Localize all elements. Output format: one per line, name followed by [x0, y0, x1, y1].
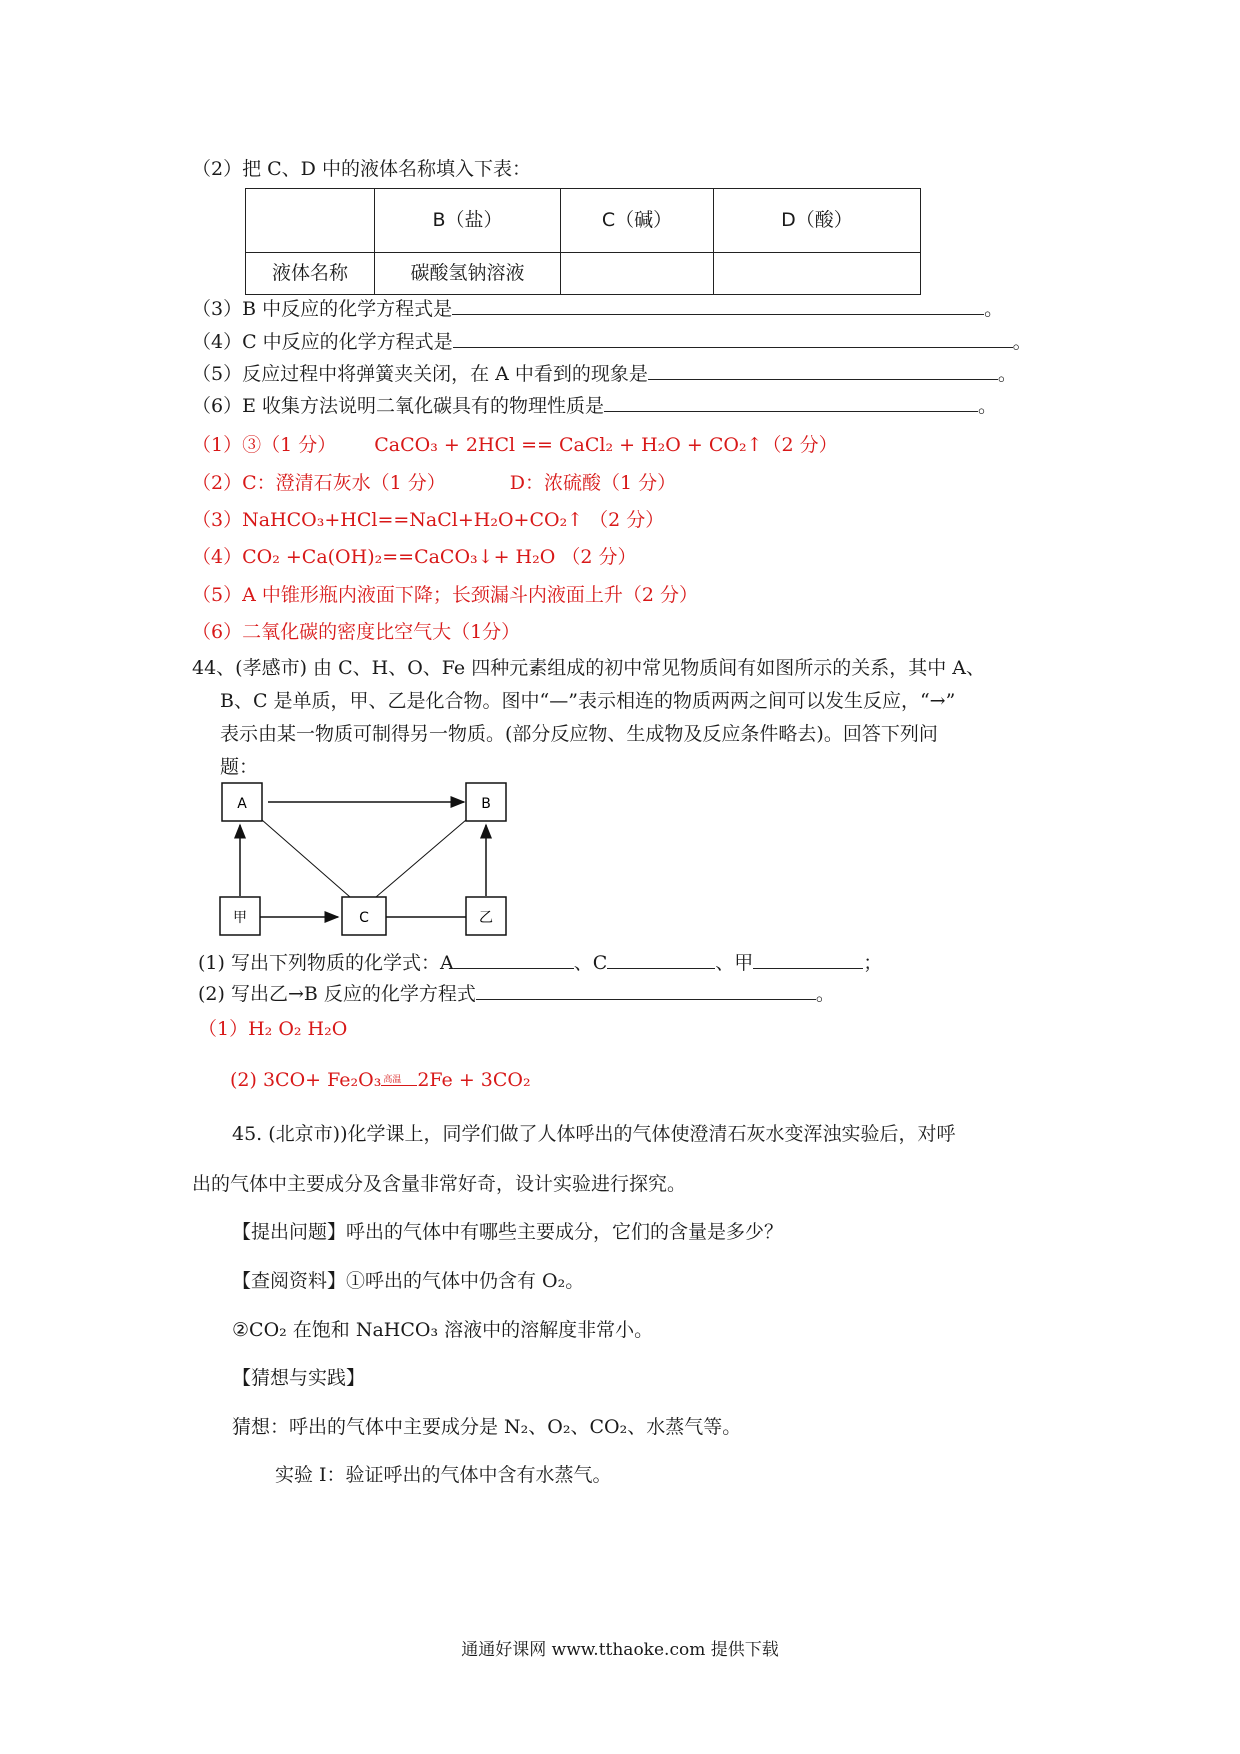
q44-stem-line2: B、C 是单质，甲、乙是化合物。图中“—”表示相连的物质两两之间可以发生反应，“→” — [220, 690, 956, 712]
q43-answer-5: （5）A 中锥形瓶内液面下降；长颈漏斗内液面上升（2 分） — [192, 584, 698, 606]
node-label-yi: 乙 — [479, 910, 493, 926]
node-label-b: B — [481, 796, 491, 812]
q43-answer-6: （6）二氧化碳的密度比空气大（1分） — [192, 621, 521, 643]
table-row-label: 液体名称 — [246, 253, 375, 295]
q44-stem-line3: 表示由某一物质可制得另一物质。(部分反应物、生成物及反应条件略去)。回答下列问 — [220, 723, 938, 745]
table-header-empty — [246, 189, 375, 253]
q44-stem-line4: 题： — [220, 756, 259, 778]
reaction-condition: 高温 — [381, 1085, 417, 1086]
node-label-jia: 甲 — [233, 910, 247, 926]
q43-answer-3: （3）NaHCO₃+HCl==NaCl+H₂O+CO₂↑ （2 分） — [192, 509, 665, 531]
q45-stem-line2: 出的气体中主要成分及含量非常好奇，设计实验进行探究。 — [192, 1173, 687, 1195]
answer-blank[interactable] — [452, 313, 984, 315]
q44-answer-2: (2) 3CO+ Fe₂O₃ 高温 2Fe + 3CO₂ — [230, 1069, 531, 1091]
q43-part4: （4）C 中反应的化学方程式是 。 — [192, 331, 1032, 353]
q44-subquestion-2: (2) 写出乙→B 反应的化学方程式 。 — [198, 983, 835, 1005]
line-b-c — [376, 820, 466, 897]
q45-guess-heading: 【猜想与实践】 — [232, 1367, 366, 1389]
answer-blank[interactable] — [648, 378, 998, 380]
q44-stem-line1: 44、(孝感市) 由 C、H、O、Fe 四种元素组成的初中常见物质间有如图所示的关系，其中 A、 — [192, 657, 985, 679]
answer-blank-equation[interactable] — [476, 998, 816, 1000]
answer-blank-a[interactable] — [454, 967, 574, 969]
q43-part2-prompt: （2）把 C、D 中的液体名称填入下表： — [192, 158, 531, 180]
q43-part3: （3）B 中反应的化学方程式是 。 — [192, 298, 1004, 320]
q43-answer-4: （4）CO₂ +Ca(OH)₂==CaCO₃↓+ H₂O （2 分） — [192, 546, 637, 568]
node-label-a: A — [237, 796, 247, 812]
answer-blank[interactable] — [604, 410, 978, 412]
answer-blank[interactable] — [453, 346, 1013, 348]
table-header-b: B（盐） — [375, 189, 561, 253]
line-a-c — [262, 820, 350, 897]
q43-answer-1: （1）③（1 分） CaCO₃ + 2HCl == CaCl₂ + H₂O + CO₂↑（2 分） — [192, 434, 838, 456]
q43-part6: （6）E 收集方法说明二氧化碳具有的物理性质是 。 — [192, 395, 998, 417]
q43-answer-2: （2）C：澄清石灰水（1 分） D：浓硫酸（1 分） — [192, 472, 677, 494]
table-header-d: D（酸） — [714, 189, 921, 253]
page-footer: 通通好课网 www.tthaoke.com 提供下载 — [461, 1640, 779, 1660]
substance-relation-diagram — [210, 780, 520, 940]
q44-subquestion-1: (1) 写出下列物质的化学式：A 、C 、甲 ； — [198, 952, 883, 974]
liquid-name-table — [245, 188, 921, 295]
answer-blank-jia[interactable] — [753, 967, 863, 969]
q45-stem-line1: 45. (北京市))化学课上，同学们做了人体呼出的气体使澄清石灰水变浑浊实验后，对呼 — [232, 1123, 956, 1145]
table-cell-b: 碳酸氢钠溶液 — [375, 253, 561, 295]
q44-answer-1: （1）H₂ O₂ H₂O — [198, 1018, 348, 1040]
q45-guess: 猜想：呼出的气体中主要成分是 N₂、O₂、CO₂、水蒸气等。 — [232, 1416, 742, 1438]
table-cell-d — [714, 253, 921, 295]
answer-blank-c[interactable] — [607, 967, 715, 969]
q45-experiment-1: 实验 I：验证呼出的气体中含有水蒸气。 — [275, 1464, 612, 1486]
q43-part5: （5）反应过程中将弹簧夹关闭，在 A 中看到的现象是 。 — [192, 363, 1017, 385]
node-label-c: C — [359, 910, 369, 926]
q45-reference-1: 【查阅资料】①呼出的气体中仍含有 O₂。 — [232, 1270, 585, 1292]
q45-reference-2: ②CO₂ 在饱和 NaHCO₃ 溶液中的溶解度非常小。 — [232, 1319, 654, 1341]
q45-question: 【提出问题】呼出的气体中有哪些主要成分，它们的含量是多少？ — [232, 1221, 784, 1243]
table-cell-c — [561, 253, 714, 295]
table-header-c: C（碱） — [561, 189, 714, 253]
